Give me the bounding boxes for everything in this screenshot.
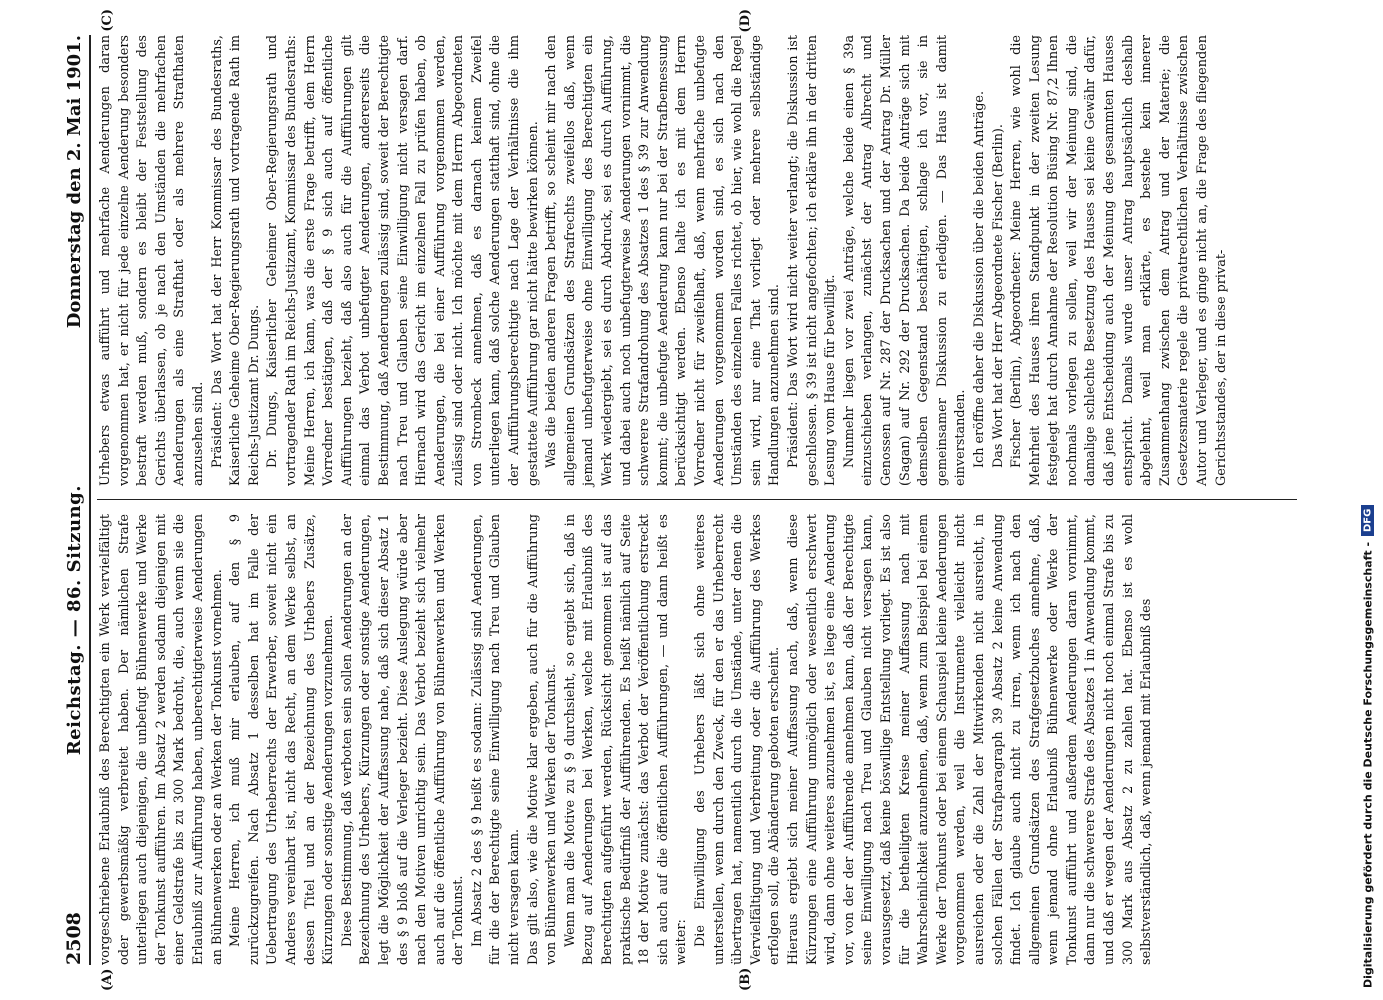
paragraph: Das Wort hat der Herr Abgeordnete Fischer (Berlin). [990, 124, 1005, 468]
paragraph: Diese Bestimmung, daß verboten sein sollen Aenderungen an der Bezeichnung des Urhebers, Kürzungen oder sonstige Aenderungen, legt die Möglichkeit der Auffassung nahe, daß sich dieser Absatz 1 des § 9 bloß auf die Verleger bezieht. Diese Auslegung würde aber nach den Motiven unrichtig sein. Das Verbot bezieht sich vielmehr auch auf die öffentliche Aufführung von Bühnenwerken und Werken der Tonkunst. [339, 514, 466, 965]
paragraph: Im Absatz 2 des § 9 heißt es sodann: Zulässig sind Aenderungen, für die der Berechtigte seine Einwilligung nach Treu und Glauben nicht versagen kann. [469, 514, 522, 965]
marker-a: (A) [99, 968, 115, 991]
credit-text: Digitalisierung gefördert durch die Deutsche Forschungsgemeinschaft - [1361, 541, 1375, 988]
paragraph: Urhebers etwas aufführt und mehrfache Aenderungen daran vorgenommen hat, er nicht für jede einzelne Aenderung besonders bestraft werden muß, sondern es bleibt der Feststellung des Gerichts überlassen, ob je nach den Umständen die mehrfachen Aenderungen als eine Strafthat oder als mehrere Strafthaten anzusehen sind. [97, 35, 206, 486]
page-header [55, 35, 91, 965]
session-date: Donnerstag den 2. Mai 1901. [63, 35, 85, 329]
digitization-credit [1359, 12, 1377, 988]
marker-b: (B) [737, 967, 753, 991]
marker-c: (C) [99, 9, 115, 32]
right-column [97, 9, 1297, 486]
paragraph: Ich eröffne daher die Diskussion über die beiden Anträge. [971, 90, 987, 468]
left-column [97, 514, 1297, 991]
paragraph: Präsident: Das Wort hat der Herr Kommissar des Bundesraths, Kaiserliche Geheime Ober-Regierungsrath und vortragende Rath im Reichs-Justizamt Dr. Dungs. [209, 35, 262, 486]
paragraph: vorgeschriebene Erlaubniß des Berechtigten ein Werk vervielfältigt oder gewerbsmäßig verbreitet haben. Der nämlichen Strafe unterliegen auch diejenigen, die unbefugt Bühnenwerke und Werke der Tonkunst aufführen. Im Absatz 2 werden sodann diejenigen mit einer Geldstrafe bis zu 300 Mark bedroht, die, auch wenn sie die Erlaubniß zur Aufführung haben, unberechtigterweise Aenderungen an Bühnenwerken oder an Werken der Tonkunst vornehmen. [97, 514, 225, 965]
page-scan [47, 9, 1337, 991]
column-divider [97, 499, 1297, 500]
page-number: 2508 [62, 912, 85, 965]
text-columns [97, 9, 1297, 991]
paragraph: Fischer (Berlin), Abgeordneter: Meine Herren, wie wohl die Mehrheit des Hauses ihren Standpunkt in der zweiten Lesung festgelegt hat durch Annahme der Resolution Büsing Nr. 87,2 Ihnen nochmals vorlegen zu sollen, weil wir der Meinung sind, die damalige schlechte Besetzung des Hauses sei keine Gewähr dafür, daß jene Entscheidung auch der Meinung des gesammten Hauses entspricht. Damals wurde unser Antrag hauptsächlich deshalb abgelehnt, weil man erklärte, es bestehe kein innerer Zusammenhang zwischen dem Antrag und der Materie; die Gesetzesmaterie regele die privatrechtlichen Verhältnisse zwischen Autor und Verleger, und es ginge nicht an, die Frage des fliegenden Gerichtsstandes, der in diese privat- [1008, 35, 1229, 486]
paragraph: Was die beiden anderen Fragen betrifft, so scheint mir nach den allgemeinen Grundsätzen des Strafrechts zweifellos daß, wenn jemand unbefugterweise ohne Einwilligung des Berechtigten ein Werk wiedergiebt, sei es durch Abdruck, sei es durch Aufführung, und dabei auch noch unbefugterweise Aenderungen vornimmt, die schwerere Strafandrohung des Absatzes 1 des § 39 zur Anwendung kommt; die unbefugte Aenderung kann nur bei der Strafbemessung berücksichtigt werden. Ebenso halte ich es mit dem Herrn Vorredner nicht für zweifelhaft, daß, wenn mehrfache unbefugte Aenderungen vorgenommen worden sind, es sich nach den Umständen des einzelnen Falles richtet, ob hier, wie wohl die Regel sein wird, nur eine That vorliegt oder mehrere selbständige Handlungen anzunehmen sind. [543, 35, 782, 486]
paragraph: Dr. Dungs, Kaiserlicher Geheimer Ober-Regierungsrath und vortragender Rath im Reichs-Justizamt, Kommissar des Bundesraths: Meine Herren, ich kann, was die erste Frage betrifft, dem Herrn Vorredner bestätigen, daß der § 9 sich auch auf öffentliche Aufführungen bezieht, daß also auch für die Aufführungen gilt einmal das Verbot unbefugter Aenderungen, andererseits die Bestimmung, daß Aenderungen zulässig sind, soweit der Berechtigte nach Treu und Glauben seine Einwilligung nicht versagen darf. Hiernach wird das Gericht im einzelnen Fall zu prüfen haben, ob Aenderungen, die bei einer Aufführung vorgenommen werden, zulässig sind oder nicht. Ich möchte mit dem Herrn Abgeordneten von Strombeck annehmen, daß es darnach keinem Zweifel unterliegen kann, daß solche Aenderungen statthaft sind, ohne die der Aufführungsberechtigte nach Lage der Verhältnisse die ihm gestattete Aufführung gar nicht hätte bewirken können. [264, 35, 541, 486]
paragraph: Wenn man die Motive zu § 9 durchsieht, so ergiebt sich, daß in Bezug auf Aenderungen bei Werken, welche mit Erlaubniß des Berechtigten aufgeführt werden, Rücksicht genommen ist auf das praktische Bedürfniß der Aufführenden. Es heißt nämlich auf Seite 18 der Motive zunächst: das Verbot der Veröffentlichung erstreckt sich auch auf die öffentlichen Aufführungen, — und dann heißt es weiter: [562, 514, 689, 965]
marker-d: (D) [737, 9, 753, 33]
paragraph: Präsident: Das Wort wird nicht weiter verlangt; die Diskussion ist geschlossen. § 39 ist nicht angefochten; ich erkläre ihn in der dritten Lesung vom Hause für bewilligt. [785, 35, 838, 486]
paragraph: Nunmehr liegen vor zwei Anträge, welche beide einen § 39a einzuschieben verlangen, zunächst der Antrag Albrecht und Genossen auf Nr. 287 der Drucksachen und der Antrag Dr. Müller (Sagan) auf Nr. 292 der Drucksachen. Da beide Anträge sich mit demselben Gegenstand beschäftigen, schlage ich vor, sie in gemeinsamer Diskussion zu erledigen. — Das Haus ist damit einverstanden. [841, 35, 968, 486]
paragraph: Hieraus ergiebt sich meiner Auffassung nach, daß, wenn diese Kürzungen eine Aufführung unmöglich oder wesentlich erschwert wird, dann ohne weiteres anzunehmen ist, es liege eine Aenderung vor, von der der Aufführende annehmen kann, daß der Berechtigte seine Einwilligung nach Treu und Glauben nicht versagen kann, vorausgesetzt, daß keine böswillige Entstellung vorliegt. Es ist also für die betheiligten Kreise meiner Auffassung nach mit Wahrscheinlichkeit anzunehmen, daß, wenn zum Beispiel bei einem Werke der Tonkunst oder bei einem Schauspiel kleine Aenderungen vorgenommen werden, weil die Instrumente vielleicht nicht ausreichen oder die Zahl der Mitwirkenden nicht ausreicht, in solchen Fällen der Strafparagraph 39 Absatz 2 keine Anwendung findet. Ich glaube auch nicht zu irren, wenn ich nach den allgemeinen Grundsätzen des Strafgesetzbuches annehme, daß, wenn jemand ohne Erlaubniß Bühnenwerke oder Werke der Tonkunst aufführt und außerdem Aenderungen daran vornimmt, dann nur die schwerere Strafe des Absatzes 1 in Anwendung kommt, und daß er wegen der Aenderungen nicht noch einmal Strafe bis zu 300 Mark aus Absatz 2 zu zahlen hat. Ebenso ist es wohl selbstverständlich, daß, wenn jemand mit Erlaubniß des [785, 514, 1154, 965]
paragraph: Das gilt also, wie die Motive klar ergeben, auch für die Aufführung von Bühnenwerken und Werken der Tonkunst. [525, 514, 559, 965]
dfg-logo: DFG [1362, 505, 1375, 536]
session-title: Reichstag. — 86. Sitzung. [63, 485, 85, 756]
paragraph: Die Einwilligung des Urhebers läßt sich ohne weiteres unterstellen, wenn durch den Zweck, für den er das Urheberrecht übertragen hat, namentlich durch die Umstände, unter denen die Vervielfältigung und Verbreitung oder die Aufführung des Werkes erfolgen soll, die Abänderung geboten erscheint. [692, 514, 782, 965]
paragraph: Meine Herren, ich muß mir erlauben, auf den § 9 zurückzugreifen. Nach Absatz 1 desselben hat im Falle der Uebertragung des Urheberrechts der Erwerber, soweit nicht ein Anderes vereinbart ist, nicht das Recht, an dem Werke selbst, an dessen Titel und an der Bezeichnung des Urhebers Zusätze, Kürzungen oder sonstige Aenderungen vorzunehmen. [227, 514, 336, 965]
